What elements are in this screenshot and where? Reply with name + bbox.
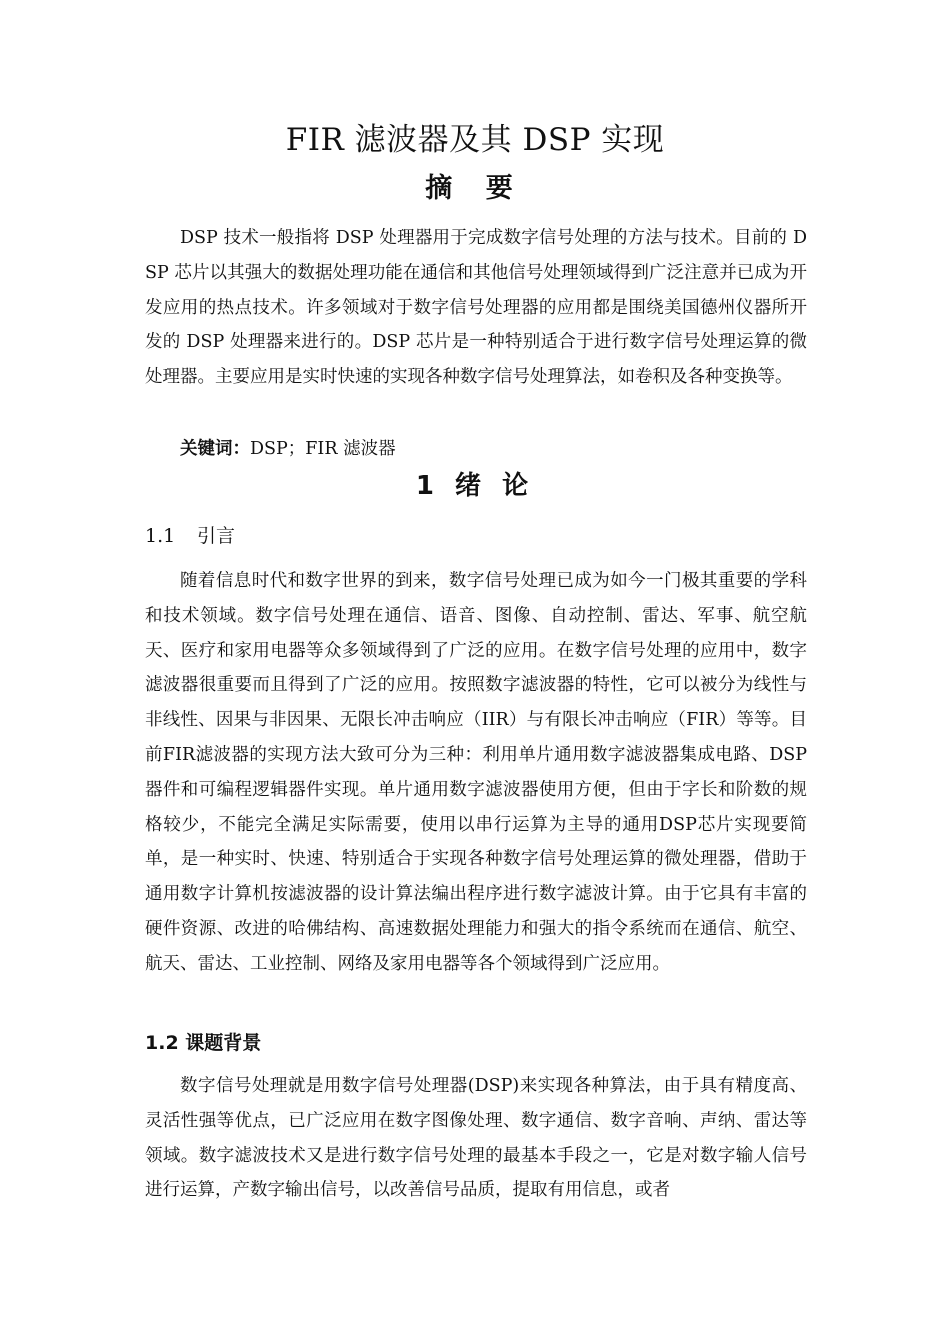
keywords-line [180,435,396,463]
background-paragraph: 数字信号处理就是用数字信号处理器(DSP)来实现各种算法，由于具有精度高、灵活性强等优点，已广泛应用在数字图像处理、数字通信、数字音响、声纳、雷达等领域。数字滤波技术又是进行数字信号处理的最基本手段之一，它是对数字输人信号进行运算，产数字输出信号，以改善信号品质，提取有用信息，或者 [145,1076,807,1201]
abstract-paragraph: DSP 技术一般指将 DSP 处理器用于完成数字信号处理的方法与技术。目前的 DSP 芯片以其强大的数据处理功能在通信和其他信号处理领域得到广泛注意并已成为开发应用的热点技术。许多领域对于数字信号处理器的应用都是围绕美国德州仪器所开发的 DSP 处理器来进行的。DSP 芯片是一种特别适合于进行数字信号处理运算的微处理器。主要应用是实时快速的实现各种数字信号处理算法，如卷积及各种变换等。 [145,228,807,388]
keywords-value: DSP；FIR 滤波器 [250,439,396,459]
keywords-label: 关键词： [180,439,250,459]
intro-paragraph: 随着信息时代和数字世界的到来，数字信号处理已成为如今一门极其重要的学科和技术领域。数字信号处理在通信、语音、图像、自动控制、雷达、军事、航空航天、医疗和家用电器等众多领域得到了广泛的应用。在数字信号处理的应用中，数字滤波器很重要而且得到了广泛的应用。按照数字滤波器的特性，它可以被分为线性与非线性、因果与非因果、无限长冲击响应（IIR）与有限长冲击响应（FIR）等等。目前FIR滤波器的实现方法大致可分为三种：利用单片通用数字滤波器集成电路、DSP器件和可编程逻辑器件实现。单片通用数字滤波器使用方便，但由于字长和阶数的规格较少，不能完全满足实际需要，使用以串行运算为主导的通用DSP芯片实现要简单，是一种实时、快速、特别适合于实现各种数字信号处理运算的微处理器，借助于通用数字计算机按滤波器的设计算法编出程序进行数字滤波计算。由于它具有丰富的硬件资源、改进的哈佛结构、高速数据处理能力和强大的指令系统而在通信、航空、航天、雷达、工业控制、网络及家用电器等各个领域得到广泛应用。 [145,571,807,974]
document-title: FIR 滤波器及其 DSP 实现 [285,122,665,158]
section-heading-background: 1.2 课题背景 [145,1032,262,1054]
chapter-heading: 1 绪 论 [415,471,535,501]
abstract-heading: 摘 要 [425,173,525,204]
section-heading-intro [145,521,235,551]
section-title: 引言 [197,525,236,547]
section-number: 1.1 [145,525,176,547]
